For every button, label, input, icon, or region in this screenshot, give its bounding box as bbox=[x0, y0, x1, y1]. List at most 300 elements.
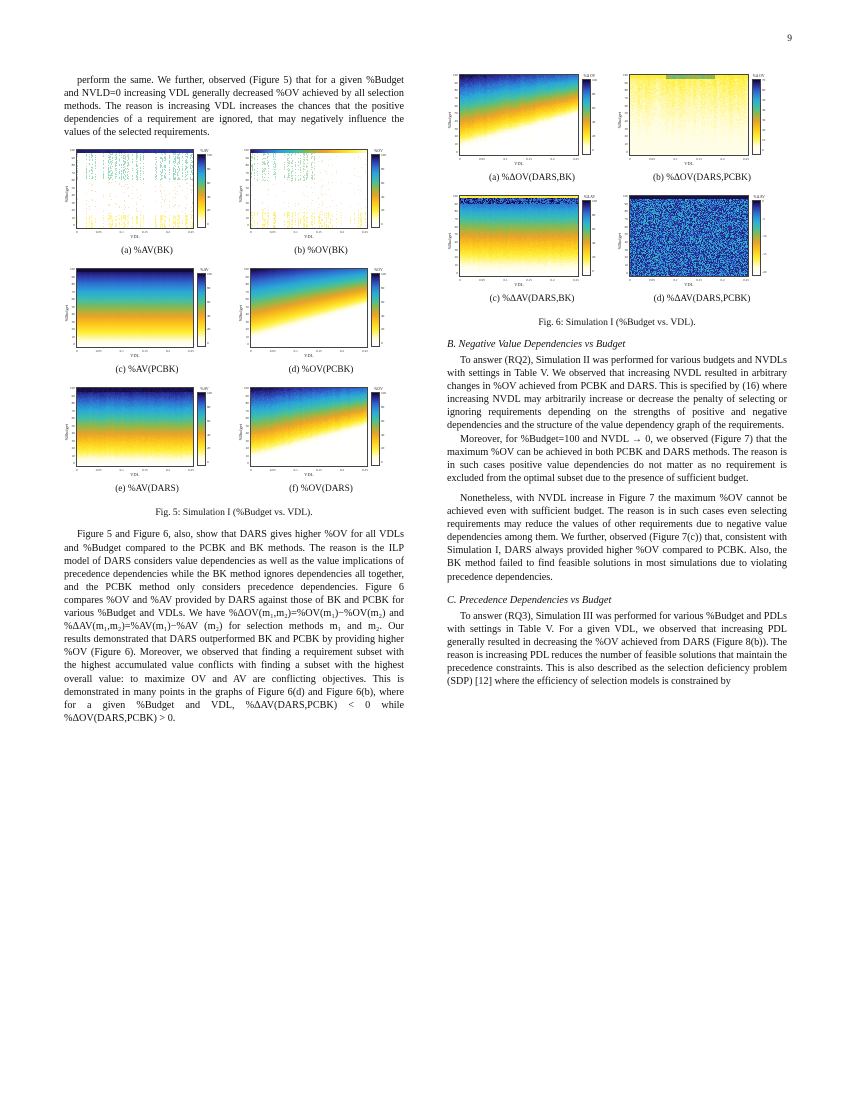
colorbar-label: %AV bbox=[200, 268, 209, 273]
tick-label: 50 bbox=[71, 423, 75, 428]
tick-label: 30 bbox=[454, 126, 458, 131]
tick-label: 40 bbox=[71, 312, 75, 317]
tick-label: 40 bbox=[245, 193, 249, 198]
colorbar-ticks bbox=[381, 154, 386, 226]
tick-label: 60 bbox=[624, 103, 628, 108]
tick-label: 60 bbox=[71, 416, 75, 421]
tick-label: 0.05 bbox=[479, 277, 485, 282]
tick-label: 0.05 bbox=[269, 467, 276, 472]
y-axis-label: %Budget bbox=[447, 232, 452, 250]
tick-label: 0 bbox=[458, 277, 461, 282]
tick-label: 0.05 bbox=[649, 156, 655, 161]
figure-6-row-1 bbox=[447, 74, 787, 183]
left-column bbox=[64, 74, 404, 725]
tick-label: 100 bbox=[380, 391, 387, 396]
figure-6-subplot-a bbox=[447, 74, 617, 183]
figure-5-row-3 bbox=[64, 387, 404, 494]
colorbar-label: %OV bbox=[374, 149, 383, 154]
tick-label: 80 bbox=[245, 163, 249, 168]
tick-label: 0.15 bbox=[526, 277, 532, 282]
figure-5 bbox=[64, 149, 404, 518]
tick-label: 100 bbox=[206, 153, 213, 158]
tick-label: 60 bbox=[71, 297, 75, 302]
tick-label: 0.25 bbox=[362, 467, 368, 472]
subplot-caption: (a) %ΔOV(DARS,BK) bbox=[488, 173, 576, 183]
tick-label: 0 bbox=[206, 221, 209, 226]
y-axis-label: %Budget bbox=[64, 186, 69, 203]
tick-label: 0.05 bbox=[649, 277, 655, 282]
heatmap-canvas bbox=[250, 149, 368, 229]
tick-label: 90 bbox=[624, 80, 628, 85]
tick-label: 30 bbox=[71, 200, 75, 205]
tick-label: 20 bbox=[761, 128, 766, 133]
tick-label: 20 bbox=[71, 446, 75, 451]
colorbar-label: %AV bbox=[200, 387, 209, 392]
tick-label: 40 bbox=[245, 431, 249, 436]
tick-label: 60 bbox=[245, 416, 249, 421]
tick-label: 0 bbox=[380, 221, 383, 226]
tick-label: 0.2 bbox=[550, 156, 555, 161]
x-axis-label: VDL bbox=[130, 472, 140, 478]
tick-label: 60 bbox=[206, 180, 211, 185]
tick-label: 10 bbox=[761, 138, 766, 143]
tick-label: 70 bbox=[624, 216, 628, 221]
tick-label: 70 bbox=[454, 95, 458, 100]
x-axis-label: VDL bbox=[514, 282, 524, 287]
tick-label: 0.1 bbox=[293, 229, 298, 234]
colorbar-canvas bbox=[752, 200, 761, 276]
section-b-heading: B. Negative Value Dependencies vs Budget bbox=[447, 339, 626, 350]
tick-label: 20 bbox=[245, 327, 249, 332]
tick-label: 60 bbox=[454, 224, 458, 229]
x-axis-label: VDL bbox=[130, 234, 140, 240]
tick-label: 70 bbox=[245, 170, 249, 175]
figure-6-subplot-b bbox=[617, 74, 787, 183]
tick-label: 100 bbox=[380, 153, 387, 158]
tick-label: 0 bbox=[249, 348, 252, 353]
tick-label: 0.15 bbox=[315, 467, 322, 472]
tick-label: 10 bbox=[245, 453, 249, 458]
tick-label: 80 bbox=[591, 92, 596, 97]
tick-label: 0.1 bbox=[673, 277, 678, 282]
tick-label: 0.1 bbox=[503, 156, 508, 161]
section-c-paragraph-1: To answer (RQ3), Simulation III was performed for various %Budget and PDLs with settings in Table V. For a given VDL, we observed that increasing PDL generally resulted in decreasing the %OV achieved from DARS (Figure 8(b)). The reason is increasing PDL reduces the number of feasible solutions that maintain the precedence constraints. This is also described as the selection deficiency problem (SDP) [12] where the efficiency of selection models is constrained by bbox=[447, 610, 787, 688]
tick-label: 20 bbox=[245, 446, 249, 451]
tick-label: 10 bbox=[71, 215, 75, 220]
tick-label: 100 bbox=[70, 386, 75, 391]
tick-label: 0.25 bbox=[188, 229, 194, 234]
tick-label: 0.25 bbox=[743, 277, 749, 282]
figure-6-subplot-d bbox=[617, 195, 787, 304]
tick-label: 80 bbox=[245, 401, 249, 406]
tick-label: 0.15 bbox=[315, 229, 322, 234]
tick-label: 20 bbox=[454, 134, 458, 139]
tick-label: 80 bbox=[206, 286, 211, 291]
tick-label: 0.2 bbox=[720, 277, 725, 282]
tick-label: 0.25 bbox=[743, 156, 749, 161]
tick-label: 20 bbox=[624, 255, 628, 260]
colorbar bbox=[371, 149, 386, 228]
x-axis-ticks bbox=[629, 157, 749, 161]
figure-5-subplot-b bbox=[238, 149, 404, 256]
x-axis-ticks bbox=[629, 278, 749, 282]
tick-label: 100 bbox=[591, 199, 598, 203]
tick-label: 80 bbox=[380, 167, 385, 172]
tick-label: 90 bbox=[624, 201, 628, 206]
x-axis-ticks bbox=[76, 230, 194, 234]
tick-label: 70 bbox=[761, 78, 766, 82]
tick-label: 0 bbox=[75, 229, 78, 234]
tick-label: 40 bbox=[71, 431, 75, 436]
tick-label: 50 bbox=[454, 111, 458, 116]
colorbar-ticks bbox=[762, 200, 767, 274]
tick-label: 80 bbox=[206, 405, 211, 410]
tick-label: 40 bbox=[206, 194, 211, 199]
tick-label: 0.1 bbox=[673, 156, 678, 161]
tick-label: 60 bbox=[624, 224, 628, 229]
tick-label: 60 bbox=[71, 178, 75, 183]
tick-label: 50 bbox=[624, 232, 628, 237]
tick-label: 50 bbox=[245, 423, 249, 428]
subplot-caption: (b) %OV(BK) bbox=[294, 246, 348, 257]
y-axis-label: %Budget bbox=[238, 186, 243, 203]
tick-label: 20 bbox=[206, 446, 211, 451]
left-paragraph-1: perform the same. We further, observed (Figure 5) that for a given %Budget and NVLD=0 increasing VDL generally decreased %OV achieved by all selection methods. The reason is increasing VDL increases the chances that the positive dependencies of a requirement are ignored, that may negatively influence the values of the selected requirements. bbox=[64, 75, 404, 139]
tick-label: 50 bbox=[245, 185, 249, 190]
tick-label: 30 bbox=[71, 438, 75, 443]
tick-label: 0.2 bbox=[165, 348, 170, 353]
colorbar-canvas bbox=[582, 200, 591, 276]
colorbar bbox=[197, 149, 212, 228]
tick-label: 0.25 bbox=[188, 348, 194, 353]
tick-label: 30 bbox=[245, 438, 249, 443]
tick-label: 80 bbox=[591, 213, 596, 218]
tick-label: 0 bbox=[380, 459, 383, 464]
tick-label: 0 bbox=[73, 223, 75, 227]
tick-label: 0.05 bbox=[269, 348, 276, 353]
tick-label: 90 bbox=[245, 393, 249, 398]
colorbar-ticks bbox=[207, 154, 212, 226]
colorbar-ticks bbox=[762, 79, 765, 153]
tick-label: 0.15 bbox=[696, 156, 702, 161]
right-column bbox=[447, 74, 787, 688]
tick-label: 0.15 bbox=[141, 348, 148, 353]
figure-6 bbox=[447, 74, 787, 328]
tick-label: 40 bbox=[761, 108, 766, 113]
tick-label: 20 bbox=[380, 208, 385, 213]
tick-label: 40 bbox=[454, 239, 458, 244]
figure-5-caption: Fig. 5: Simulation I (%Budget vs. VDL). bbox=[155, 507, 313, 519]
colorbar-canvas bbox=[371, 273, 380, 347]
x-axis-label: VDL bbox=[304, 234, 314, 240]
tick-label: 80 bbox=[454, 209, 458, 214]
tick-label: 20 bbox=[71, 208, 75, 213]
section-b-paragraph-1: To answer (RQ2), Simulation II was performed for various budgets and NVDLs with settings in Table V. We observed that increasing NVDL resulted in arbitrary changes in %OV achieved from PCBK and DARS. This is specified by (16) where increasing NVDL may arbitrarily increase or decrease the penalty of selecting or ignoring requirements depending on the strengths of positive and negative dependencies and the structure of the value dependency graph of the requirements. bbox=[447, 355, 787, 432]
colorbar-canvas bbox=[371, 154, 380, 228]
tick-label: 10 bbox=[624, 262, 628, 267]
colorbar-ticks bbox=[592, 200, 597, 274]
tick-label: 100 bbox=[244, 148, 249, 153]
figure-5-row-1 bbox=[64, 149, 404, 256]
colorbar bbox=[197, 268, 212, 347]
tick-label: 60 bbox=[761, 88, 766, 93]
tick-label: 0.2 bbox=[339, 467, 344, 472]
tick-label: 30 bbox=[245, 319, 249, 324]
tick-label: 100 bbox=[453, 194, 458, 198]
tick-label: 10 bbox=[71, 453, 75, 458]
tick-label: 20 bbox=[591, 134, 596, 139]
tick-label: 0 bbox=[456, 149, 458, 154]
y-axis-label: %Budget bbox=[238, 424, 243, 441]
tick-label: 0 bbox=[247, 223, 249, 227]
tick-label: 0 bbox=[628, 156, 631, 161]
tick-label: 80 bbox=[206, 167, 211, 172]
tick-label: 10 bbox=[454, 262, 458, 267]
tick-label: 40 bbox=[591, 241, 596, 246]
tick-label: 100 bbox=[206, 272, 213, 277]
tick-label: 10 bbox=[454, 141, 458, 146]
subplot-caption: (d) %ΔAV(DARS,PCBK) bbox=[653, 294, 751, 304]
tick-label: 0.1 bbox=[119, 467, 124, 472]
tick-label: 80 bbox=[454, 88, 458, 93]
section-c-heading: C. Precedence Dependencies vs Budget bbox=[447, 594, 612, 606]
tick-label: 0.1 bbox=[503, 277, 508, 282]
tick-label: 50 bbox=[71, 185, 75, 190]
tick-label: 50 bbox=[71, 304, 75, 309]
tick-label: 80 bbox=[624, 88, 628, 93]
tick-label: 0.05 bbox=[269, 229, 276, 234]
x-axis-label: VDL bbox=[684, 161, 694, 166]
tick-label: 0.1 bbox=[293, 467, 298, 472]
tick-label: 0.05 bbox=[95, 348, 102, 353]
tick-label: 40 bbox=[206, 313, 211, 318]
figure-5-subplot-f bbox=[238, 387, 404, 494]
colorbar-ticks bbox=[381, 273, 386, 345]
tick-label: 0 bbox=[73, 342, 75, 346]
tick-label: 0 bbox=[761, 199, 764, 203]
tick-label: 0 bbox=[247, 461, 249, 465]
tick-label: 80 bbox=[624, 209, 628, 214]
tick-label: 20 bbox=[624, 134, 628, 139]
tick-label: -15 bbox=[761, 251, 767, 256]
x-axis-label: VDL bbox=[304, 353, 314, 359]
tick-label: 0 bbox=[458, 156, 461, 161]
tick-label: 60 bbox=[245, 178, 249, 183]
colorbar bbox=[197, 387, 212, 466]
tick-label: 60 bbox=[591, 227, 596, 232]
x-axis-label: VDL bbox=[304, 472, 314, 478]
colorbar-label: %Δ OV bbox=[752, 74, 765, 78]
x-axis-label: VDL bbox=[514, 161, 524, 166]
tick-label: 90 bbox=[454, 201, 458, 206]
x-axis-ticks bbox=[459, 157, 579, 161]
tick-label: 70 bbox=[624, 95, 628, 100]
tick-label: 30 bbox=[761, 118, 766, 123]
y-axis-label: %Budget bbox=[617, 111, 622, 129]
figure-5-subplot-d bbox=[238, 268, 404, 375]
tick-label: 20 bbox=[206, 208, 211, 213]
tick-label: 0 bbox=[75, 348, 78, 353]
tick-label: 0.2 bbox=[339, 229, 344, 234]
tick-label: 0 bbox=[626, 270, 628, 275]
tick-label: 0.2 bbox=[165, 467, 170, 472]
colorbar-label: %Δ AV bbox=[753, 195, 765, 199]
tick-label: 80 bbox=[71, 282, 75, 287]
tick-label: 30 bbox=[71, 319, 75, 324]
tick-label: 0 bbox=[75, 467, 78, 472]
figure-5-subplot-a bbox=[64, 149, 230, 256]
colorbar-label: %AV bbox=[200, 149, 209, 154]
figure-5-subplot-c bbox=[64, 268, 230, 375]
tick-label: 0.15 bbox=[526, 156, 532, 161]
tick-label: 0.05 bbox=[479, 156, 485, 161]
tick-label: 20 bbox=[206, 327, 211, 332]
heatmap-canvas bbox=[250, 387, 368, 467]
tick-label: 60 bbox=[591, 106, 596, 111]
tick-label: -5 bbox=[761, 216, 765, 221]
tick-label: 0 bbox=[591, 148, 594, 153]
tick-label: 0 bbox=[249, 229, 252, 234]
tick-label: 0.2 bbox=[339, 348, 344, 353]
tick-label: 90 bbox=[71, 155, 75, 160]
tick-label: 90 bbox=[245, 155, 249, 160]
x-axis-label: VDL bbox=[130, 353, 140, 359]
colorbar bbox=[752, 195, 767, 276]
tick-label: 0.05 bbox=[95, 467, 102, 472]
subplot-caption: (a) %AV(BK) bbox=[121, 246, 173, 257]
tick-label: 0 bbox=[206, 459, 209, 464]
heatmap-canvas bbox=[76, 387, 194, 467]
tick-label: 0.1 bbox=[119, 348, 124, 353]
heatmap-canvas bbox=[76, 149, 194, 229]
figure-6-subplot-c bbox=[447, 195, 617, 304]
x-axis-label: VDL bbox=[684, 282, 694, 287]
section-b-paragraph-2: Moreover, for %Budget=100 and NVDL → 0, we observed (Figure 7) that the maximum %OV can be achieved in both PCBK and DARS methods. The reason is in such cases positive value dependencies do not matter as no requirement is excluded from the optimal subset due to the presence of sufficient budget. bbox=[447, 433, 787, 484]
tick-label: 40 bbox=[71, 193, 75, 198]
subplot-caption: (c) %ΔAV(DARS,BK) bbox=[489, 294, 575, 304]
tick-label: 80 bbox=[380, 405, 385, 410]
subplot-caption: (c) %AV(PCBK) bbox=[115, 365, 179, 376]
tick-label: -10 bbox=[761, 234, 767, 239]
tick-label: 90 bbox=[245, 274, 249, 279]
tick-label: 0.15 bbox=[141, 467, 148, 472]
y-axis-label: %Budget bbox=[64, 305, 69, 322]
colorbar bbox=[371, 268, 386, 347]
left-paragraph-2: Figure 5 and Figure 6, also, show that DARS gives higher %OV for all VDLs and %Budget compared to the PCBK and BK methods. The reason is the ILP model of DARS considers value dependencies as well as the value implications of precedence dependencies while the BK method ignores dependencies all together, and the PCBK method only considers precedence dependencies. Figure 6 compares %OV and %AV provided by DARS against those of BK and PCBK for various %Budget and VDLs. We have %ΔOV(m₁,m₂)=%OV(m₁)−%OV(m₂) and %ΔAV(m₁,m₂)=%AV(m₁)−%AV (m₂) for selection methods m₁ and m₂. Our results demonstrated that DARS outperformed BK and PCBK by providing higher %OV (Figure 6). Moreover, we observed that finding a requirement subset with the highest accumulated value conflicts with finding a subset with the highest overall value: to maximize OV and AV are conflicting objectives. This is demonstrated in many points in the graphs of Figure 6(d) and Figure 6(b), where for a given %Budget and VDL, %ΔAV(DARS,PCBK) < 0 while %ΔOV(DARS,PCBK) > 0. bbox=[64, 529, 404, 724]
tick-label: 10 bbox=[245, 334, 249, 339]
tick-label: 80 bbox=[71, 163, 75, 168]
subplot-caption: (f) %OV(DARS) bbox=[289, 484, 353, 495]
tick-label: 40 bbox=[206, 432, 211, 437]
tick-label: 50 bbox=[454, 232, 458, 237]
tick-label: 40 bbox=[380, 432, 385, 437]
tick-label: 20 bbox=[380, 327, 385, 332]
colorbar-canvas bbox=[197, 273, 206, 347]
colorbar-ticks bbox=[207, 392, 212, 464]
tick-label: 60 bbox=[380, 418, 385, 423]
page-number: 9 bbox=[787, 34, 792, 44]
colorbar-canvas bbox=[197, 154, 206, 228]
x-axis-ticks bbox=[250, 230, 368, 234]
heatmap-canvas bbox=[629, 195, 749, 277]
tick-label: 0.25 bbox=[573, 156, 579, 161]
tick-label: 100 bbox=[70, 267, 75, 272]
tick-label: 100 bbox=[453, 73, 458, 77]
tick-label: -20 bbox=[761, 269, 767, 274]
tick-label: 80 bbox=[71, 401, 75, 406]
tick-label: 0.25 bbox=[573, 277, 579, 282]
tick-label: 20 bbox=[454, 255, 458, 260]
tick-label: 0 bbox=[247, 342, 249, 346]
tick-label: 60 bbox=[245, 297, 249, 302]
tick-label: 90 bbox=[71, 274, 75, 279]
x-axis-ticks bbox=[76, 468, 194, 472]
tick-label: 0.25 bbox=[362, 348, 368, 353]
tick-label: 100 bbox=[70, 148, 75, 153]
x-axis-ticks bbox=[250, 349, 368, 353]
tick-label: 40 bbox=[380, 194, 385, 199]
colorbar bbox=[582, 74, 597, 155]
tick-label: 0.15 bbox=[696, 277, 702, 282]
colorbar-label: %Δ OV bbox=[583, 74, 596, 78]
tick-label: 60 bbox=[380, 299, 385, 304]
colorbar-label: %OV bbox=[374, 268, 383, 273]
x-axis-ticks bbox=[459, 278, 579, 282]
tick-label: 0 bbox=[206, 340, 209, 345]
tick-label: 70 bbox=[245, 289, 249, 294]
tick-label: 10 bbox=[624, 141, 628, 146]
figure-6-caption: Fig. 6: Simulation I (%Budget vs. VDL). bbox=[538, 317, 696, 328]
tick-label: 100 bbox=[380, 272, 387, 277]
tick-label: 0 bbox=[249, 467, 252, 472]
heatmap-canvas bbox=[459, 74, 579, 156]
tick-label: 20 bbox=[591, 255, 596, 260]
tick-label: 0.2 bbox=[165, 229, 170, 234]
tick-label: 0 bbox=[628, 277, 631, 282]
colorbar bbox=[582, 195, 597, 276]
tick-label: 50 bbox=[624, 111, 628, 116]
tick-label: 0 bbox=[456, 270, 458, 275]
tick-label: 10 bbox=[245, 215, 249, 220]
colorbar-label: %OV bbox=[374, 387, 383, 392]
tick-label: 20 bbox=[71, 327, 75, 332]
tick-label: 30 bbox=[454, 247, 458, 252]
tick-label: 60 bbox=[206, 299, 211, 304]
tick-label: 50 bbox=[245, 304, 249, 309]
tick-label: 20 bbox=[245, 208, 249, 213]
tick-label: 90 bbox=[454, 80, 458, 85]
tick-label: 60 bbox=[454, 103, 458, 108]
colorbar bbox=[371, 387, 386, 466]
section-b-paragraph-3: Nonetheless, with NVDL increase in Figure 7 the maximum %OV cannot be achieved even with sufficient budget. The reason is in such cases even selecting requirements may reduce the values of other requirements due to negative value dependencies among them. We further, observed (Figure 7(c)) that, consistent with Simulation I, DARS always provided higher %OV compared to PCBK. Also, the BK method failed to find feasible solutions in most simulations due to violating precedence dependencies. bbox=[447, 492, 787, 583]
y-axis-label: %Budget bbox=[447, 111, 452, 129]
tick-label: 70 bbox=[71, 289, 75, 294]
colorbar-ticks bbox=[592, 79, 597, 153]
tick-label: 100 bbox=[623, 194, 628, 198]
figure-6-row-2 bbox=[447, 195, 787, 304]
colorbar-ticks bbox=[207, 273, 212, 345]
tick-label: 0.2 bbox=[550, 277, 555, 282]
heatmap-canvas bbox=[250, 268, 368, 348]
figure-5-row-2 bbox=[64, 268, 404, 375]
heatmap-canvas bbox=[629, 74, 749, 156]
tick-label: 0.2 bbox=[720, 156, 725, 161]
colorbar bbox=[752, 74, 765, 155]
tick-label: 30 bbox=[624, 247, 628, 252]
tick-label: 100 bbox=[206, 391, 213, 396]
subplot-caption: (b) %ΔOV(DARS,PCBK) bbox=[653, 173, 751, 183]
tick-label: 0.25 bbox=[188, 467, 194, 472]
